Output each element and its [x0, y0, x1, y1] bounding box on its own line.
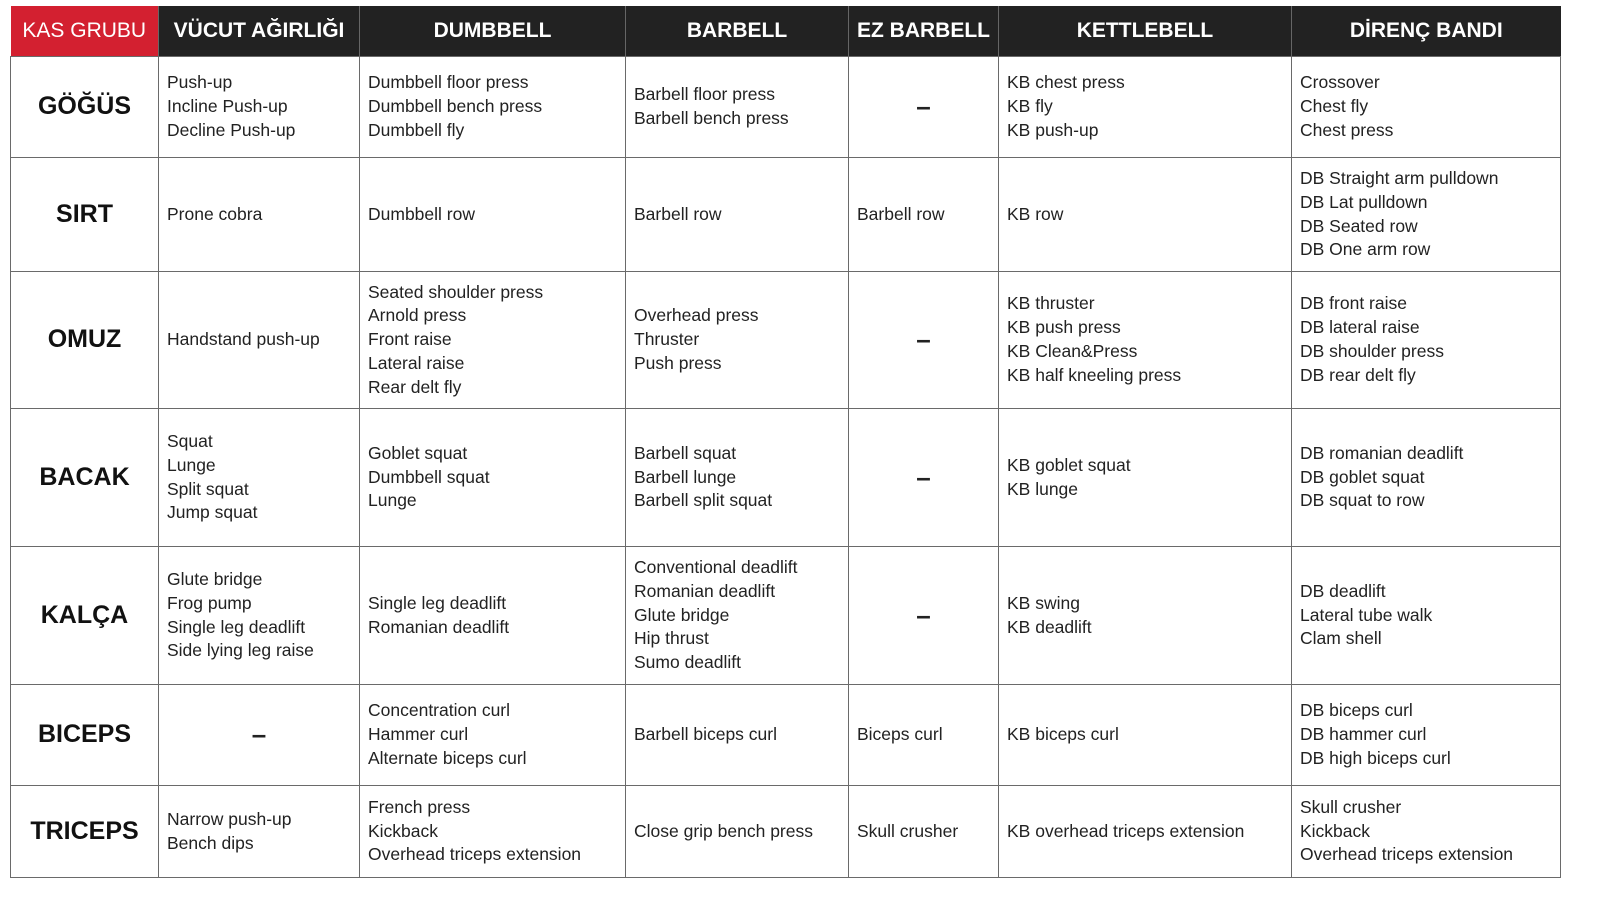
muscle-group-label: OMUZ	[11, 272, 159, 409]
exercise-cell	[626, 786, 849, 878]
exercise-name: Crossover	[1300, 72, 1380, 93]
exercise-name: Chest fly	[1300, 96, 1369, 117]
exercise-name: DB shoulder press	[1300, 341, 1444, 361]
exercise-cell	[999, 57, 1292, 158]
exercise-cell	[999, 786, 1292, 878]
muscle-group-label: BACAK	[11, 409, 159, 547]
exercise-name: Handstand push-up	[167, 329, 320, 350]
table-row	[11, 547, 1561, 685]
exercise-cell	[849, 409, 999, 547]
exercise-cell	[1292, 685, 1561, 786]
exercise-name: Narrow push-up	[167, 808, 292, 829]
exercise-name: Arnold press	[368, 305, 467, 326]
exercise-cell	[1292, 272, 1561, 409]
exercise-cell	[360, 272, 626, 409]
exercise-name: –	[251, 719, 267, 750]
exercise-cell	[849, 57, 999, 158]
column-header: DİRENÇ BANDI	[1292, 6, 1561, 57]
exercise-name: DB goblet squat	[1300, 466, 1425, 487]
exercise-name: Decline Push-up	[167, 119, 296, 140]
exercise-name: Lateral tube walk	[1300, 604, 1433, 625]
exercise-name: Kickback	[368, 820, 439, 841]
exercise-name: Sumo deadlift	[634, 652, 742, 673]
exercise-name: Romanian deadlift	[368, 616, 510, 637]
exercise-cell	[999, 409, 1292, 547]
exercise-name: Dumbbell bench press	[368, 96, 543, 117]
exercise-name: DB Straight arm pulldown	[1300, 167, 1499, 188]
exercise-cell	[159, 786, 360, 878]
exercise-cell	[1292, 547, 1561, 685]
exercise-name: KB thruster	[1007, 293, 1095, 314]
exercise-name: KB push press	[1007, 317, 1121, 338]
exercise-name: KB goblet squat	[1007, 454, 1131, 475]
exercise-name: DB squat to row	[1300, 490, 1425, 511]
exercise-name: Push press	[634, 352, 722, 373]
exercise-name: Romanian deadlift	[634, 580, 776, 601]
exercise-name: Incline Push-up	[167, 96, 288, 117]
exercise-cell	[849, 272, 999, 409]
exercise-name: DB rear delt fly	[1300, 364, 1416, 385]
muscle-group-label: KALÇA	[11, 547, 159, 685]
exercise-name: Split squat	[167, 478, 249, 499]
exercise-name: Barbell floor press	[634, 84, 776, 105]
exercise-name: Barbell split squat	[634, 490, 773, 511]
exercise-cell	[626, 57, 849, 158]
exercise-cell	[1292, 786, 1561, 878]
exercise-cell	[159, 57, 360, 158]
exercise-name: Front raise	[368, 329, 452, 350]
exercise-cell	[159, 409, 360, 547]
exercise-name: DB hammer curl	[1300, 724, 1427, 745]
exercise-name: Glute bridge	[634, 604, 730, 625]
exercise-name: Jump squat	[167, 502, 258, 523]
exercise-name: Barbell row	[857, 203, 945, 224]
exercise-cell	[626, 547, 849, 685]
exercise-name: KB row	[1007, 203, 1064, 224]
exercise-name: Overhead press	[634, 305, 759, 326]
exercise-name: Prone cobra	[167, 203, 263, 224]
exercise-name: Single leg deadlift	[368, 592, 507, 613]
exercise-name: KB overhead triceps extension	[1007, 820, 1245, 841]
exercise-name: Thruster	[634, 329, 700, 350]
exercise-name: DB Lat pulldown	[1300, 191, 1428, 212]
exercise-cell	[999, 158, 1292, 272]
exercise-cell	[360, 786, 626, 878]
exercise-name: KB swing	[1007, 592, 1080, 613]
exercise-name: Barbell bench press	[634, 108, 789, 128]
exercise-name: Chest press	[1300, 119, 1394, 140]
table-row	[11, 685, 1561, 786]
table-row	[11, 158, 1561, 272]
column-header: BARBELL	[626, 6, 849, 57]
exercise-name: Barbell squat	[634, 442, 737, 463]
exercise-name: Close grip bench press	[634, 820, 813, 841]
exercise-name: Barbell biceps curl	[634, 724, 777, 745]
exercise-name: Skull crusher	[857, 820, 959, 841]
exercise-cell	[159, 272, 360, 409]
exercise-name: Barbell lunge	[634, 466, 737, 487]
exercise-name: DB lateral raise	[1300, 317, 1420, 338]
exercise-name: Overhead triceps extension	[368, 844, 582, 865]
exercise-name: Dumbbell fly	[368, 119, 465, 140]
exercise-cell	[849, 786, 999, 878]
exercise-name: Barbell row	[634, 203, 722, 224]
table-header	[11, 6, 1561, 57]
exercise-name: Side lying leg raise	[167, 640, 314, 661]
exercise-name: DB Seated row	[1300, 215, 1418, 236]
exercise-name: Seated shoulder press	[368, 281, 544, 302]
exercise-cell	[360, 547, 626, 685]
exercise-table	[10, 6, 1561, 878]
exercise-name: Overhead triceps extension	[1300, 844, 1514, 865]
exercise-name: Lunge	[368, 490, 417, 511]
exercise-name: Hip thrust	[634, 628, 709, 649]
table-row	[11, 786, 1561, 878]
exercise-name: Biceps curl	[857, 724, 943, 745]
exercise-name: Lunge	[167, 454, 216, 475]
exercise-name: KB biceps curl	[1007, 724, 1119, 745]
exercise-name: DB biceps curl	[1300, 700, 1413, 721]
muscle-group-label: GÖĞÜS	[11, 57, 159, 158]
exercise-cell	[360, 685, 626, 786]
exercise-name: Push-up	[167, 72, 233, 93]
exercise-name: KB fly	[1007, 96, 1053, 117]
exercise-cell	[849, 547, 999, 685]
muscle-group-label: TRICEPS	[11, 786, 159, 878]
exercise-name: Clam shell	[1300, 628, 1382, 649]
exercise-name: Bench dips	[167, 832, 254, 853]
exercise-name: DB front raise	[1300, 293, 1407, 314]
exercise-name: –	[916, 461, 931, 492]
column-header: VÜCUT AĞIRLIĞI	[159, 6, 360, 57]
column-header: KAS GRUBU	[11, 6, 159, 57]
exercise-cell	[999, 547, 1292, 685]
exercise-cell	[626, 685, 849, 786]
table-row	[11, 57, 1561, 158]
exercise-name: DB romanian deadlift	[1300, 442, 1464, 463]
exercise-cell	[849, 158, 999, 272]
column-header: DUMBBELL	[360, 6, 626, 57]
exercise-name: Kickback	[1300, 820, 1371, 841]
exercise-name: KB Clean&Press	[1007, 341, 1138, 361]
column-header: EZ BARBELL	[849, 6, 999, 57]
exercise-cell	[626, 158, 849, 272]
exercise-cell	[159, 685, 360, 786]
exercise-name: Squat	[167, 430, 213, 451]
table-row	[11, 409, 1561, 547]
exercise-name: DB deadlift	[1300, 580, 1386, 601]
exercise-name: Frog pump	[167, 592, 252, 613]
exercise-name: KB chest press	[1007, 72, 1125, 93]
exercise-name: Conventional deadlift	[634, 557, 798, 577]
exercise-name: DB One arm row	[1300, 239, 1431, 260]
exercise-name: Glute bridge	[167, 568, 263, 589]
exercise-cell	[159, 158, 360, 272]
header-row	[11, 6, 1561, 57]
exercise-name: Alternate biceps curl	[368, 747, 527, 768]
exercise-name: –	[916, 324, 931, 355]
column-header: KETTLEBELL	[999, 6, 1292, 57]
exercise-cell	[159, 547, 360, 685]
exercise-name: KB deadlift	[1007, 616, 1092, 637]
exercise-name: –	[916, 599, 931, 630]
exercise-name: Dumbbell floor press	[368, 72, 529, 93]
exercise-name: KB push-up	[1007, 119, 1099, 140]
exercise-name: Dumbbell squat	[368, 466, 490, 487]
exercise-cell	[360, 158, 626, 272]
exercise-name: French press	[368, 796, 471, 817]
exercise-name: Lateral raise	[368, 352, 465, 373]
exercise-cell	[849, 685, 999, 786]
exercise-cell	[999, 685, 1292, 786]
exercise-name: Concentration curl	[368, 700, 511, 721]
exercise-cell	[626, 409, 849, 547]
exercise-cell	[999, 272, 1292, 409]
exercise-cell	[1292, 158, 1561, 272]
exercise-name: Rear delt fly	[368, 376, 462, 397]
exercise-table-container	[10, 6, 1560, 878]
muscle-group-label: BICEPS	[11, 685, 159, 786]
exercise-name: –	[916, 91, 931, 122]
exercise-name: Single leg deadlift	[167, 616, 306, 637]
exercise-cell	[626, 272, 849, 409]
muscle-group-label: SIRT	[11, 158, 159, 272]
exercise-name: DB high biceps curl	[1300, 747, 1451, 768]
exercise-cell	[1292, 57, 1561, 158]
table-row	[11, 272, 1561, 409]
table-body	[11, 57, 1561, 878]
exercise-cell	[1292, 409, 1561, 547]
exercise-name: Dumbbell row	[368, 203, 475, 224]
exercise-name: Hammer curl	[368, 724, 469, 745]
exercise-name: Goblet squat	[368, 442, 468, 463]
exercise-cell	[360, 57, 626, 158]
exercise-name: Skull crusher	[1300, 796, 1402, 817]
exercise-cell	[360, 409, 626, 547]
exercise-name: KB lunge	[1007, 478, 1079, 499]
exercise-name: KB half kneeling press	[1007, 364, 1182, 385]
